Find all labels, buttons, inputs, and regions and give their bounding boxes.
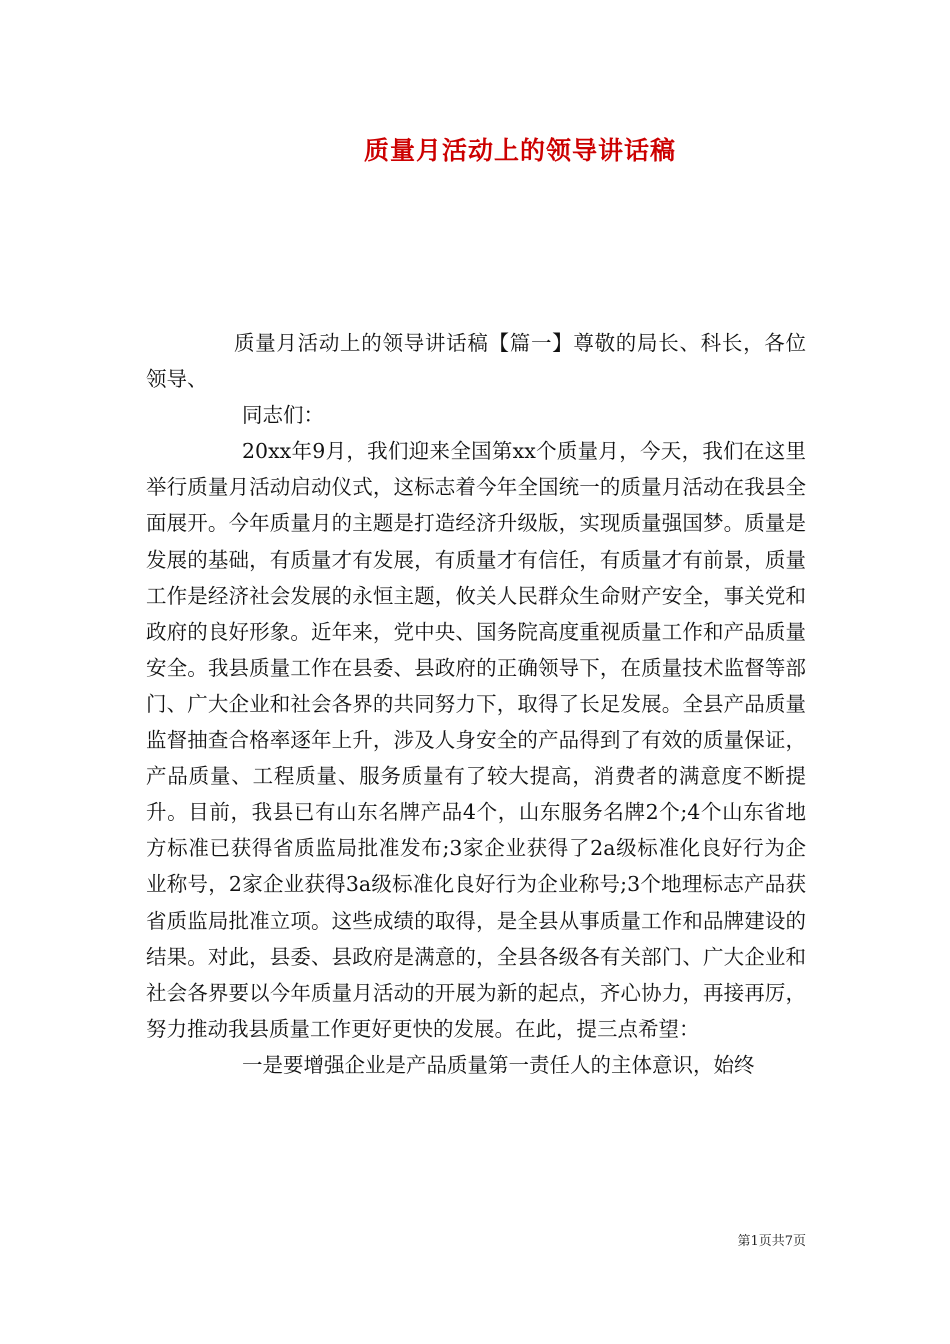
paragraph-salutation: 同志们： [242, 403, 324, 428]
paragraph-intro: 质量月活动上的领导讲话稿【篇一】尊敬的局长、科长，各位领导、 [146, 331, 806, 392]
paragraph-main: 20xx年9月，我们迎来全国第xx个质量月，今天，我们在这里举行质量月活动启动仪式，这标志着今年全国统一的质量月活动在我县全面展开。今年质量月的主题是打造经济升级版，实现质量强国梦。质量是发展的基础，有质量才有发展，有质量才有信任，有质量才有前景，质量工作是经济社会发展的永恒主题，攸关人民群众生命财产安全，事关党和政府的良好形象。近年来，党中央、国务院高度重视质量工作和产品质量安全。我县质量工作在县委、县政府的正确领导下，在质量技术监督等部门、广大企业和社会各界的共同努力下，取得了长足发展。全县产品质量监督抽查合格率逐年上升，涉及人身安全的产品得到了有效的质量保证，产品质量、工程质量、服务质量有了较大提高，消费者的满意度不断提升。目前，我县已有山东名牌产品4个，山东服务名牌2个;4个山东省地方标准已获得省质监局批准发布;3家企业获得了2a级标准化良好行为企业称号，2家企业获得3a级标准化良好行为企业称号;3个地理标志产品获省质监局批准立项。这些成绩的取得，是全县从事质量工作和品牌建设的结果。对此，县委、县政府是满意的，全县各级各有关部门、广大企业和社会各界要以今年质量月活动的开展为新的起点，齐心协力，再接再厉，努力推动我县质量工作更好更快的发展。在此，提三点希望： [146, 439, 806, 1041]
document-body [146, 325, 806, 1083]
document-title: 质量月活动上的领导讲话稿 [363, 136, 676, 165]
paragraph-point-one: 一是要增强企业是产品质量第一责任人的主体意识，始终 [242, 1052, 755, 1077]
page-number-footer: 第1页共7页 [737, 1234, 806, 1249]
